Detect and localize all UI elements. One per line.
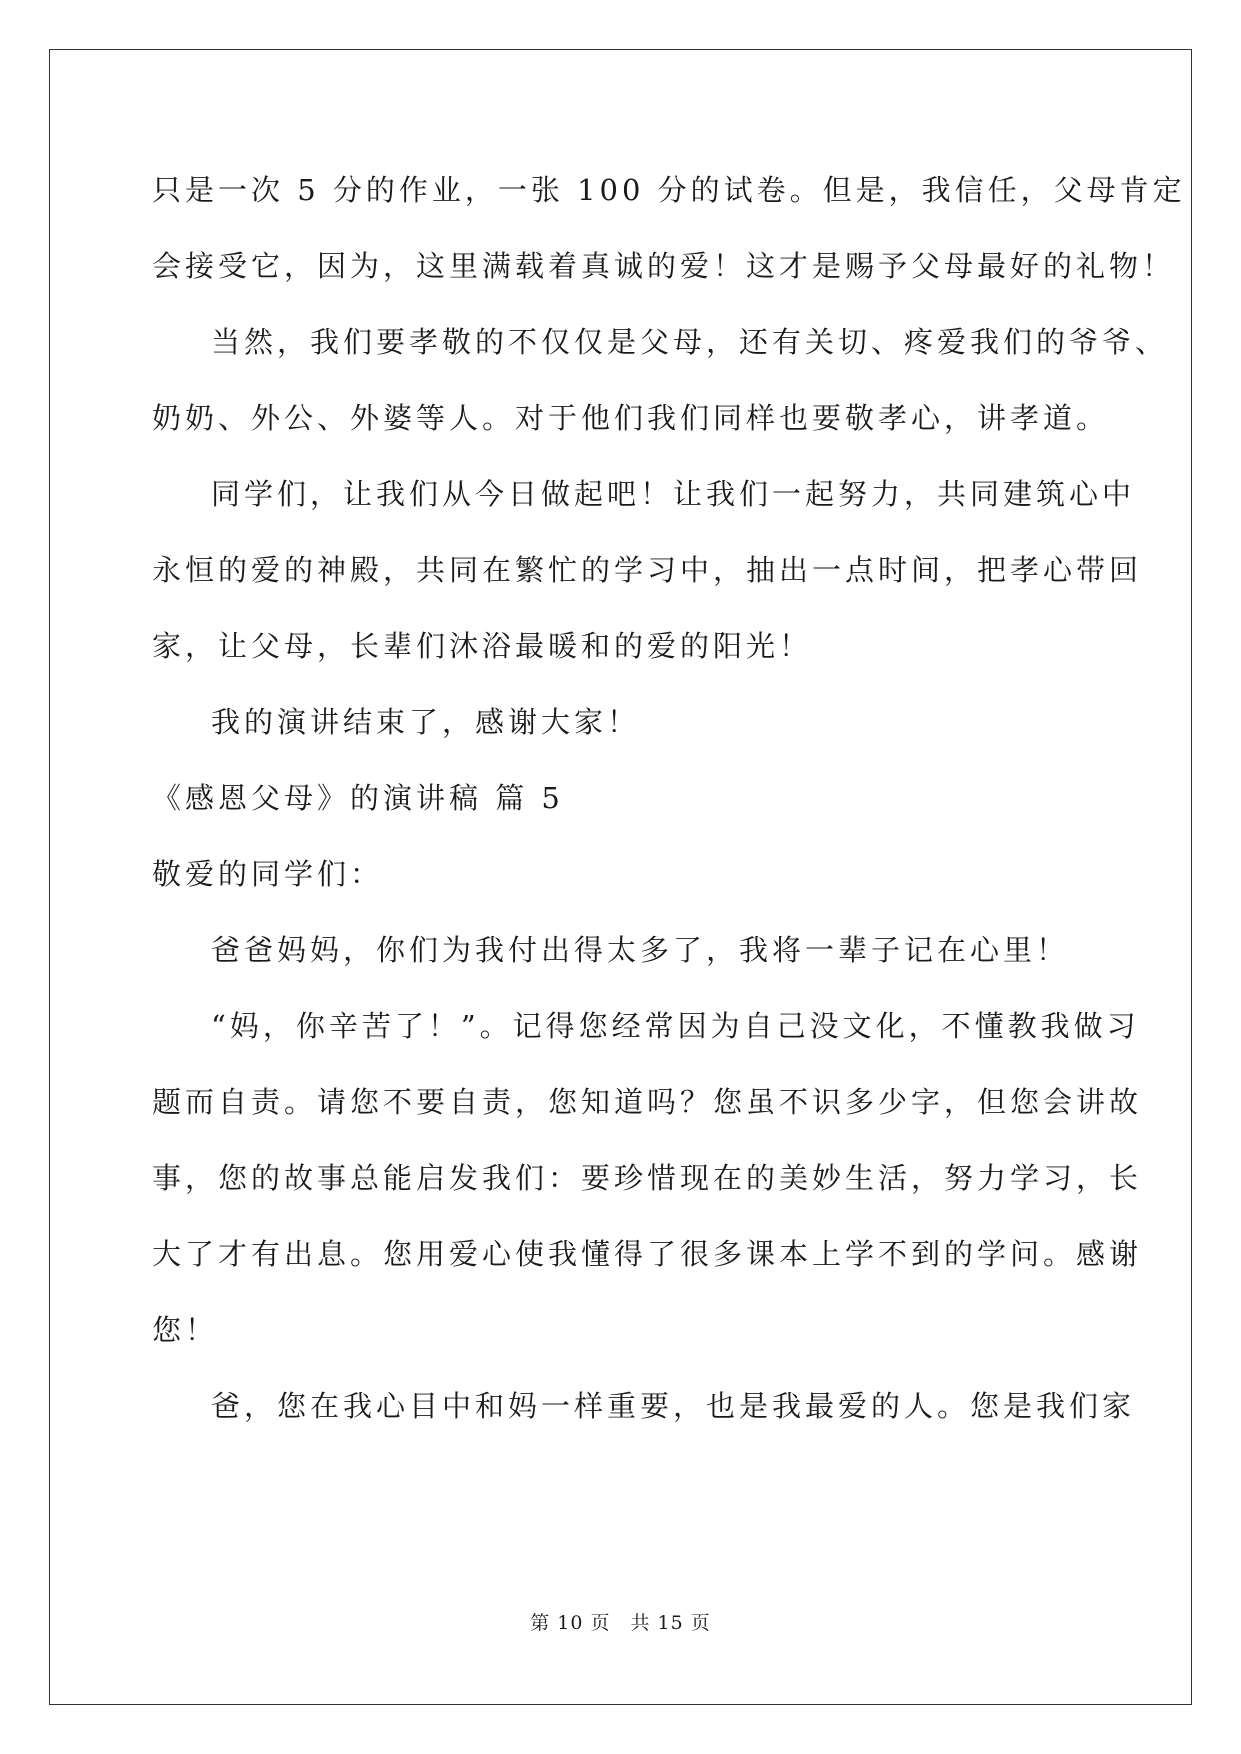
body-text-line: 会接受它，因为，这里满载着真诚的爱！这才是赐予父母最好的礼物！ [152,249,1176,283]
body-text-line: 题而自责。请您不要自责，您知道吗？您虽不识多少字，但您会讲故 [152,1085,1143,1119]
body-text-line: 爸爸妈妈，你们为我付出得太多了，我将一辈子记在心里！ [211,933,1070,967]
body-text-line: “妈，你辛苦了！”。记得您经常因为自己没文化，不懂教我做习 [211,1009,1140,1043]
body-text-line: 我的演讲结束了，感谢大家！ [211,705,641,739]
body-text-line: 当然，我们要孝敬的不仅仅是父母，还有关切、疼爱我们的爷爷、 [211,325,1169,359]
body-text-line: 永恒的爱的神殿，共同在繁忙的学习中，抽出一点时间，把孝心带回 [152,553,1143,587]
body-text-line: 爸，您在我心目中和妈一样重要，也是我最爱的人。您是我们家 [211,1389,1136,1423]
salutation: 敬爱的同学们： [152,857,384,891]
body-text-line: 只是一次 5 分的作业，一张 100 分的试卷。但是，我信任，父母肯定 [152,173,1186,207]
body-text-line: 家，让父母，长辈们沐浴最暖和的爱的阳光！ [152,629,813,663]
page-total: 共 15 页 [630,1612,711,1634]
page-number: 第 10 页 [530,1612,611,1634]
body-text-line: 同学们，让我们从今日做起吧！让我们一起努力，共同建筑心中 [211,477,1136,511]
body-text-line: 奶奶、外公、外婆等人。对于他们我们同样也要敬孝心，讲孝道。 [152,401,1110,435]
section-heading: 《感恩父母》的演讲稿 篇 5 [152,781,564,815]
body-text-line: 大了才有出息。您用爱心使我懂得了很多课本上学不到的学问。感谢 [152,1237,1143,1271]
body-text-line: 事，您的故事总能启发我们：要珍惜现在的美妙生活，努力学习，长 [152,1161,1143,1195]
page-footer [0,1611,1241,1635]
body-text-line: 您！ [152,1313,219,1347]
